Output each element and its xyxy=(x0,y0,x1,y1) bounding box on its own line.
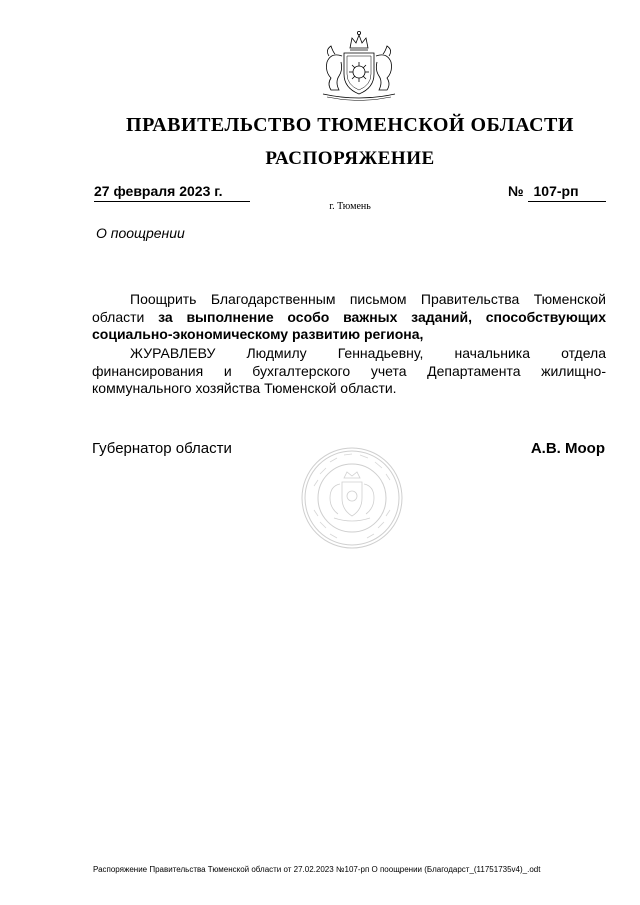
official-seal-icon xyxy=(300,446,404,550)
city-label: г. Тюмень xyxy=(329,201,371,212)
tyumen-region-coat-of-arms-icon xyxy=(313,26,405,102)
number-sign: № xyxy=(508,183,524,199)
document-type-title: РАСПОРЯЖЕНИЕ xyxy=(265,148,435,169)
body-paragraph-2: ЖУРАВЛЕВУ Людмилу Геннадьевну, начальника отдела финансирования и бухгалтерского учета Департамента жилищно-коммунального хозяйства Тюменской области. xyxy=(92,345,606,396)
document-subject: О поощрении xyxy=(96,225,185,241)
body-paragraph-1 xyxy=(92,291,606,344)
document-date: 27 февраля 2023 г. xyxy=(94,183,250,202)
paragraph-1-intro: Поощрить Благодарственным письмом Правительства Тюменской области xyxy=(92,291,606,325)
document-number: 107-рп xyxy=(528,183,606,202)
document-number-block xyxy=(508,183,606,202)
organization-title: ПРАВИТЕЛЬСТВО ТЮМЕНСКОЙ ОБЛАСТИ xyxy=(126,114,574,136)
document-footer: Распоряжение Правительства Тюменской области от 27.02.2023 №107-рп О поощрении (Благодарст_(11751735v4)_.odt xyxy=(93,865,541,874)
signatory-position: Губернатор области xyxy=(92,440,232,457)
paragraph-1-bold: за выполнение особо важных заданий, способствующих социально-экономическому развитию региона, xyxy=(92,308,606,342)
signatory-name: А.В. Моор xyxy=(530,440,605,457)
